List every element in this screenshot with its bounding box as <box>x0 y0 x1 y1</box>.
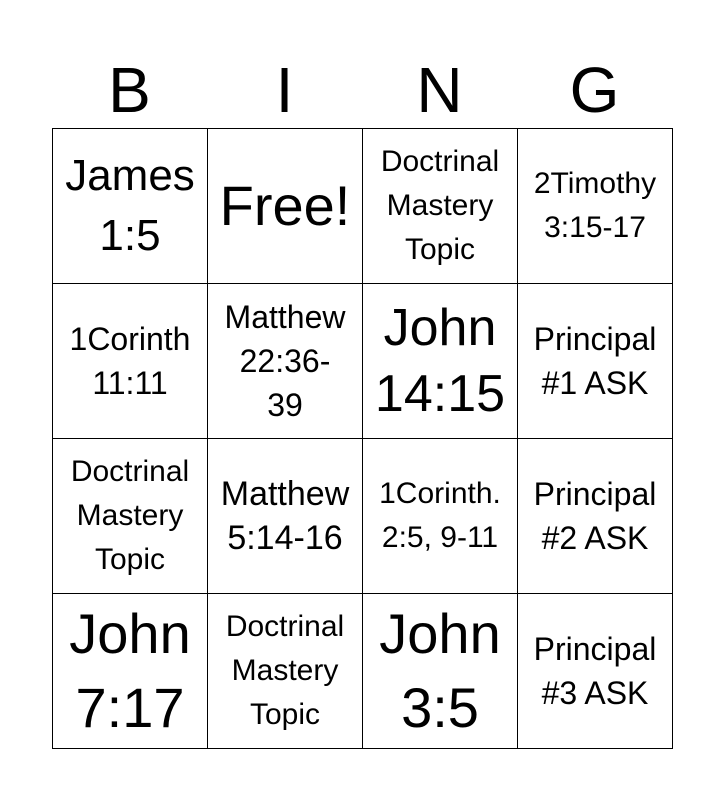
bingo-cell[interactable] <box>518 594 673 749</box>
cell-text: Principal #3 ASK <box>533 631 657 711</box>
bingo-cell[interactable] <box>208 439 363 594</box>
bingo-cell[interactable] <box>53 129 208 284</box>
bingo-board <box>52 128 673 749</box>
cell-text: Doctrinal Mastery Topic <box>225 610 345 731</box>
bingo-cell[interactable] <box>363 129 518 284</box>
header-letter-n: N <box>416 54 463 126</box>
header-letter-b: B <box>108 54 151 126</box>
cell-text: Doctrinal Mastery Topic <box>70 455 190 576</box>
cell-text: Matthew 5:14-16 <box>220 475 350 557</box>
cell-text: John 14:15 <box>374 299 506 423</box>
bingo-cell[interactable] <box>363 594 518 749</box>
bingo-cell[interactable] <box>363 284 518 439</box>
bingo-cell[interactable] <box>208 594 363 749</box>
cell-text: 1Corinth 11:11 <box>69 321 191 401</box>
bingo-cell[interactable] <box>518 284 673 439</box>
bingo-cell[interactable] <box>363 439 518 594</box>
board-row <box>53 594 673 749</box>
free-space-cell[interactable] <box>208 129 363 284</box>
cell-text: Doctrinal Mastery Topic <box>380 145 500 266</box>
cell-text: Principal #2 ASK <box>533 476 657 556</box>
cell-text: John 7:17 <box>69 602 191 739</box>
cell-text: Matthew 22:36- 39 <box>224 299 346 423</box>
board-row <box>53 129 673 284</box>
bingo-cell[interactable] <box>518 439 673 594</box>
bingo-header <box>52 52 672 128</box>
bingo-cell[interactable] <box>518 129 673 284</box>
bingo-cell[interactable] <box>53 439 208 594</box>
cell-text: 1Corinth. 2:5, 9-11 <box>379 477 501 554</box>
bingo-cell[interactable] <box>53 594 208 749</box>
bingo-cell[interactable] <box>53 284 208 439</box>
header-letter-i: I <box>275 54 294 126</box>
board-row <box>53 284 673 439</box>
cell-text: 2Timothy 3:15-17 <box>533 167 657 244</box>
board-row <box>53 439 673 594</box>
cell-text: John 3:5 <box>379 602 501 739</box>
cell-text: James 1:5 <box>65 151 195 260</box>
cell-text: Principal #1 ASK <box>533 321 657 401</box>
bingo-cell[interactable] <box>208 284 363 439</box>
header-letter-g: G <box>569 54 620 126</box>
cell-text: Free! <box>219 174 351 237</box>
